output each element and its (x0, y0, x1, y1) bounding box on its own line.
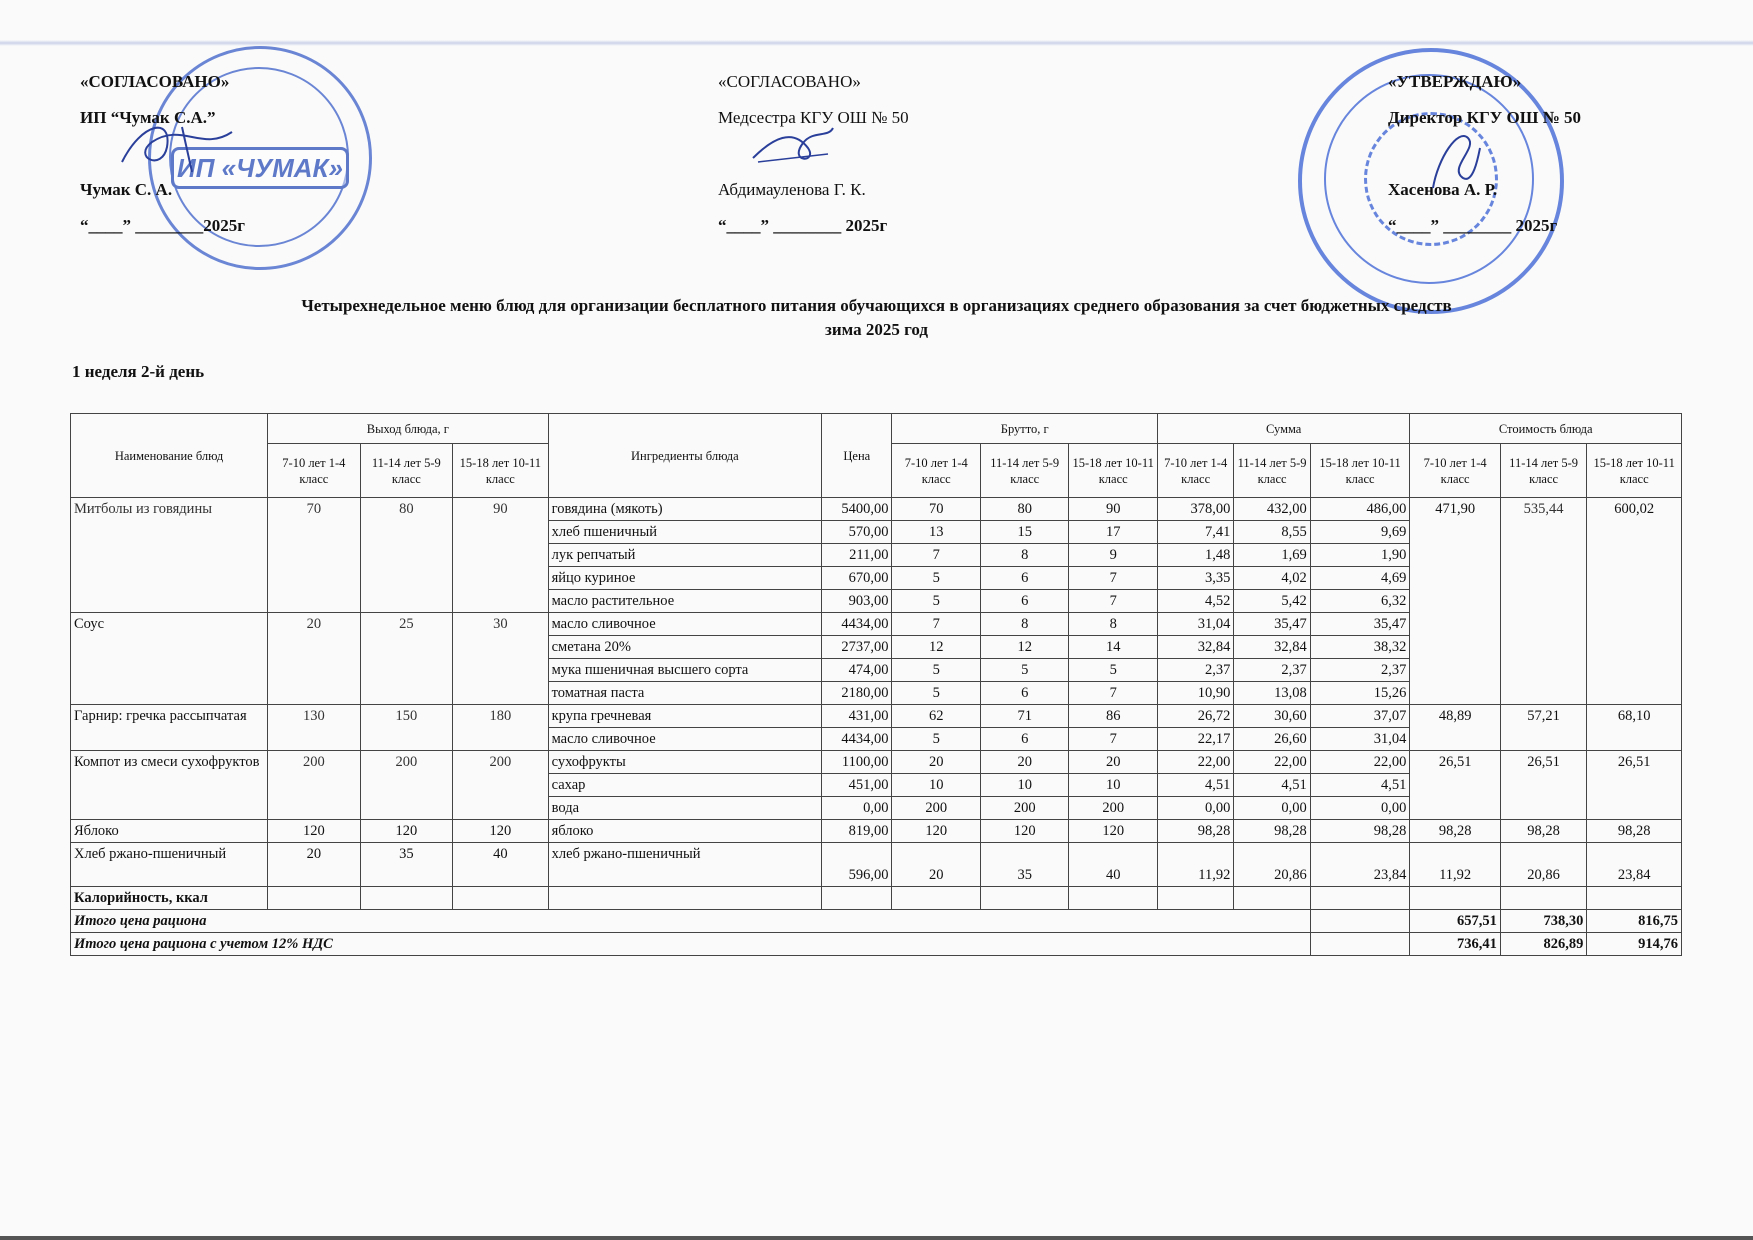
sum-value: 37,07 (1310, 705, 1410, 728)
gross-value: 5 (1069, 659, 1158, 682)
table-row (71, 751, 1682, 774)
dish-name: Гарнир: гречка рассыпчатая (71, 705, 268, 751)
approval-status: «СОГЛАСОВАНО» (718, 72, 861, 91)
gross-value: 15 (980, 521, 1068, 544)
cost-value: 48,89 (1410, 705, 1501, 751)
total-value: 657,51 (1410, 910, 1501, 933)
approval-org: ИП “Чумак С.А.” (80, 108, 216, 127)
calories-row (71, 887, 1682, 910)
ingredient: сахар (548, 774, 822, 797)
gross-value: 8 (980, 544, 1068, 567)
sum-value: 4,69 (1310, 567, 1410, 590)
sum-value: 13,08 (1234, 682, 1310, 705)
empty-cell (892, 887, 980, 910)
dish-name: Митболы из говядины (71, 498, 268, 613)
gross-value: 6 (980, 682, 1068, 705)
sum-value: 26,72 (1157, 705, 1233, 728)
header-age: 15-18 лет 10-11 класс (1069, 444, 1158, 498)
cost-value: 68,10 (1587, 705, 1682, 751)
sum-value: 1,69 (1234, 544, 1310, 567)
ingredient: хлеб ржано-пшеничный (548, 843, 822, 887)
price: 570,00 (822, 521, 892, 544)
sum-value: 98,28 (1234, 820, 1310, 843)
yield-value: 25 (360, 613, 453, 705)
menu-subtitle: зима 2025 год (825, 320, 928, 339)
empty-cell (1234, 887, 1310, 910)
sum-value: 4,52 (1157, 590, 1233, 613)
gross-value: 7 (1069, 728, 1158, 751)
gross-value: 7 (1069, 590, 1158, 613)
empty-cell (1410, 887, 1501, 910)
gross-value: 20 (1069, 751, 1158, 774)
sum-value: 22,17 (1157, 728, 1233, 751)
empty-cell (360, 887, 453, 910)
sum-value: 2,37 (1157, 659, 1233, 682)
yield-value: 120 (453, 820, 549, 843)
approval-date: “____” ________ 2025г (718, 216, 888, 235)
price: 819,00 (822, 820, 892, 843)
gross-value: 5 (892, 728, 980, 751)
sum-value: 6,32 (1310, 590, 1410, 613)
yield-value: 120 (360, 820, 453, 843)
gross-value: 86 (1069, 705, 1158, 728)
menu-title: Четырехнедельное меню блюд для организации бесплатного питания обучающихся в организациях среднего образования за счет бюджетных средств (301, 296, 1452, 315)
gross-value: 120 (1069, 820, 1158, 843)
sum-value: 26,60 (1234, 728, 1310, 751)
gross-value: 120 (980, 820, 1068, 843)
cost-value: 600,02 (1587, 498, 1682, 705)
signature-right (1418, 118, 1488, 198)
header-sum: Сумма (1157, 414, 1409, 444)
ingredient: сухофрукты (548, 751, 822, 774)
cost-value: 57,21 (1500, 705, 1586, 751)
empty-cell (822, 887, 892, 910)
gross-value: 13 (892, 521, 980, 544)
empty-cell (1310, 933, 1410, 956)
sum-value: 32,84 (1234, 636, 1310, 659)
yield-value: 150 (360, 705, 453, 751)
yield-value: 120 (268, 820, 361, 843)
ingredient: крупа гречневая (548, 705, 822, 728)
ingredient: масло растительное (548, 590, 822, 613)
gross-value: 7 (1069, 567, 1158, 590)
yield-value: 40 (453, 843, 549, 887)
sum-value: 4,51 (1310, 774, 1410, 797)
sum-value: 98,28 (1157, 820, 1233, 843)
sum-value: 32,84 (1157, 636, 1233, 659)
total-vat-value: 914,76 (1587, 933, 1682, 956)
header-age: 7-10 лет 1-4 класс (892, 444, 980, 498)
empty-cell (268, 887, 361, 910)
header-age: 7-10 лет 1-4 класс (1410, 444, 1501, 498)
yield-value: 80 (360, 498, 453, 613)
sum-value: 9,69 (1310, 521, 1410, 544)
header-age: 7-10 лет 1-4 класс (268, 444, 361, 498)
cost-value: 26,51 (1500, 751, 1586, 820)
total-value: 738,30 (1500, 910, 1586, 933)
table-row (71, 498, 1682, 521)
sum-value: 23,84 (1310, 843, 1410, 887)
gross-value: 12 (892, 636, 980, 659)
ingredient: масло сливочное (548, 728, 822, 751)
yield-value: 200 (453, 751, 549, 820)
sum-value: 4,51 (1157, 774, 1233, 797)
price: 903,00 (822, 590, 892, 613)
sum-value: 35,47 (1310, 613, 1410, 636)
header-dish: Наименование блюд (71, 414, 268, 498)
approval-status: «УТВЕРЖДАЮ» (1388, 72, 1522, 91)
header-age: 11-14 лет 5-9 класс (980, 444, 1068, 498)
ingredient: хлеб пшеничный (548, 521, 822, 544)
calories-label: Калорийность, ккал (71, 887, 268, 910)
cost-value: 23,84 (1587, 843, 1682, 887)
cost-value: 98,28 (1587, 820, 1682, 843)
price: 596,00 (822, 843, 892, 887)
total-vat-label: Итого цена рациона с учетом 12% НДС (71, 933, 1311, 956)
sum-value: 1,90 (1310, 544, 1410, 567)
gross-value: 20 (980, 751, 1068, 774)
gross-value: 62 (892, 705, 980, 728)
ingredient: лук репчатый (548, 544, 822, 567)
menu-table-body (71, 498, 1682, 956)
gross-value: 6 (980, 590, 1068, 613)
signature-middle (748, 118, 838, 168)
empty-cell (1310, 887, 1410, 910)
total-vat-value: 736,41 (1410, 933, 1501, 956)
header-yield: Выход блюда, г (268, 414, 549, 444)
price: 670,00 (822, 567, 892, 590)
sum-value: 2,37 (1310, 659, 1410, 682)
sum-value: 98,28 (1310, 820, 1410, 843)
yield-value: 200 (360, 751, 453, 820)
approval-name: Абдимауленова Г. К. (718, 180, 866, 199)
sum-value: 11,92 (1157, 843, 1233, 887)
sum-value: 3,35 (1157, 567, 1233, 590)
ingredient: сметана 20% (548, 636, 822, 659)
empty-cell (1310, 910, 1410, 933)
gross-value: 8 (1069, 613, 1158, 636)
stamp-company-name: ИП «ЧУМАК» (171, 147, 349, 189)
header-cost: Стоимость блюда (1410, 414, 1682, 444)
sum-value: 0,00 (1234, 797, 1310, 820)
approval-name: Чумак С. А. (80, 180, 173, 199)
approval-org: Медсестра КГУ ОШ № 50 (718, 108, 909, 127)
yield-value: 20 (268, 843, 361, 887)
gross-value: 8 (980, 613, 1068, 636)
cost-value: 11,92 (1410, 843, 1501, 887)
gross-value: 12 (980, 636, 1068, 659)
price: 474,00 (822, 659, 892, 682)
header-price: Цена (822, 414, 892, 498)
header-age: 7-10 лет 1-4 класс (1157, 444, 1233, 498)
gross-value: 10 (892, 774, 980, 797)
empty-cell (1500, 887, 1586, 910)
approval-name: Хасенова А. Р. (1388, 180, 1498, 199)
total-label: Итого цена рациона (71, 910, 1311, 933)
gross-value: 9 (1069, 544, 1158, 567)
ingredient: яблоко (548, 820, 822, 843)
price: 451,00 (822, 774, 892, 797)
sum-value: 0,00 (1310, 797, 1410, 820)
header-age: 15-18 лет 10-11 класс (453, 444, 549, 498)
gross-value: 200 (892, 797, 980, 820)
sum-value: 22,00 (1234, 751, 1310, 774)
table-row (71, 843, 1682, 887)
header-ingredients: Ингредиенты блюда (548, 414, 822, 498)
ingredient: говядина (мякоть) (548, 498, 822, 521)
price: 4434,00 (822, 613, 892, 636)
sum-value: 1,48 (1157, 544, 1233, 567)
gross-value: 5 (892, 682, 980, 705)
empty-cell (453, 887, 549, 910)
header-age: 11-14 лет 5-9 класс (1500, 444, 1586, 498)
header-gross: Брутто, г (892, 414, 1157, 444)
ingredient: мука пшеничная высшего сорта (548, 659, 822, 682)
sum-value: 4,02 (1234, 567, 1310, 590)
table-row (71, 705, 1682, 728)
gross-value: 5 (892, 590, 980, 613)
gross-value: 5 (892, 659, 980, 682)
sum-value: 15,26 (1310, 682, 1410, 705)
header-age: 11-14 лет 5-9 класс (360, 444, 453, 498)
header-age: 15-18 лет 10-11 класс (1310, 444, 1410, 498)
sum-value: 378,00 (1157, 498, 1233, 521)
sum-value: 4,51 (1234, 774, 1310, 797)
sum-value: 30,60 (1234, 705, 1310, 728)
total-row (71, 910, 1682, 933)
yield-value: 200 (268, 751, 361, 820)
yield-value: 130 (268, 705, 361, 751)
gross-value: 90 (1069, 498, 1158, 521)
gross-value: 5 (892, 567, 980, 590)
yield-value: 30 (453, 613, 549, 705)
gross-value: 70 (892, 498, 980, 521)
empty-cell (1157, 887, 1233, 910)
approval-status: «СОГЛАСОВАНО» (80, 72, 230, 91)
gross-value: 14 (1069, 636, 1158, 659)
gross-value: 20 (892, 751, 980, 774)
approval-date: “____” ________ 2025г (1388, 216, 1558, 235)
sum-value: 0,00 (1157, 797, 1233, 820)
sum-value: 20,86 (1234, 843, 1310, 887)
price: 211,00 (822, 544, 892, 567)
price: 0,00 (822, 797, 892, 820)
sum-value: 35,47 (1234, 613, 1310, 636)
gross-value: 7 (892, 613, 980, 636)
sum-value: 2,37 (1234, 659, 1310, 682)
sum-value: 486,00 (1310, 498, 1410, 521)
sum-value: 22,00 (1157, 751, 1233, 774)
dish-name: Хлеб ржано-пшеничный (71, 843, 268, 887)
scan-edge-bottom (0, 1236, 1753, 1240)
cost-value: 20,86 (1500, 843, 1586, 887)
gross-value: 6 (980, 567, 1068, 590)
sum-value: 432,00 (1234, 498, 1310, 521)
gross-value: 7 (1069, 682, 1158, 705)
price: 5400,00 (822, 498, 892, 521)
gross-value: 200 (1069, 797, 1158, 820)
cost-value: 471,90 (1410, 498, 1501, 705)
price: 1100,00 (822, 751, 892, 774)
dish-name: Соус (71, 613, 268, 705)
total-vat-row (71, 933, 1682, 956)
cost-value: 535,44 (1500, 498, 1586, 705)
sum-value: 5,42 (1234, 590, 1310, 613)
gross-value: 6 (980, 728, 1068, 751)
empty-cell (1069, 887, 1158, 910)
gross-value: 120 (892, 820, 980, 843)
cost-value: 26,51 (1410, 751, 1501, 820)
yield-value: 70 (268, 498, 361, 613)
gross-value: 80 (980, 498, 1068, 521)
cost-value: 26,51 (1587, 751, 1682, 820)
yield-value: 90 (453, 498, 549, 613)
cost-value: 98,28 (1500, 820, 1586, 843)
sum-value: 22,00 (1310, 751, 1410, 774)
sum-value: 38,32 (1310, 636, 1410, 659)
empty-cell (548, 887, 822, 910)
sum-value: 10,90 (1157, 682, 1233, 705)
yield-value: 35 (360, 843, 453, 887)
total-value: 816,75 (1587, 910, 1682, 933)
gross-value: 200 (980, 797, 1068, 820)
yield-value: 180 (453, 705, 549, 751)
table-row (71, 820, 1682, 843)
total-vat-value: 826,89 (1500, 933, 1586, 956)
sum-value: 8,55 (1234, 521, 1310, 544)
gross-value: 5 (980, 659, 1068, 682)
ingredient: масло сливочное (548, 613, 822, 636)
sum-value: 31,04 (1157, 613, 1233, 636)
signature-left (112, 112, 242, 182)
gross-value: 7 (892, 544, 980, 567)
cost-value: 98,28 (1410, 820, 1501, 843)
gross-value: 35 (980, 843, 1068, 887)
approval-date: “____” ________2025г (80, 216, 245, 235)
ingredient: томатная паста (548, 682, 822, 705)
price: 431,00 (822, 705, 892, 728)
gross-value: 10 (980, 774, 1068, 797)
empty-cell (980, 887, 1068, 910)
price: 2180,00 (822, 682, 892, 705)
sum-value: 31,04 (1310, 728, 1410, 751)
gross-value: 40 (1069, 843, 1158, 887)
ingredient: вода (548, 797, 822, 820)
price: 4434,00 (822, 728, 892, 751)
week-day-label: 1 неделя 2-й день (72, 362, 205, 381)
yield-value: 20 (268, 613, 361, 705)
sum-value: 7,41 (1157, 521, 1233, 544)
header-age: 15-18 лет 10-11 класс (1587, 444, 1682, 498)
ingredient: яйцо куриное (548, 567, 822, 590)
gross-value: 71 (980, 705, 1068, 728)
empty-cell (1587, 887, 1682, 910)
gross-value: 17 (1069, 521, 1158, 544)
header-age: 11-14 лет 5-9 класс (1234, 444, 1310, 498)
menu-table (70, 413, 1682, 956)
gross-value: 20 (892, 843, 980, 887)
approval-org: Директор КГУ ОШ № 50 (1388, 108, 1581, 127)
dish-name: Компот из смеси сухофруктов (71, 751, 268, 820)
gross-value: 10 (1069, 774, 1158, 797)
dish-name: Яблоко (71, 820, 268, 843)
price: 2737,00 (822, 636, 892, 659)
